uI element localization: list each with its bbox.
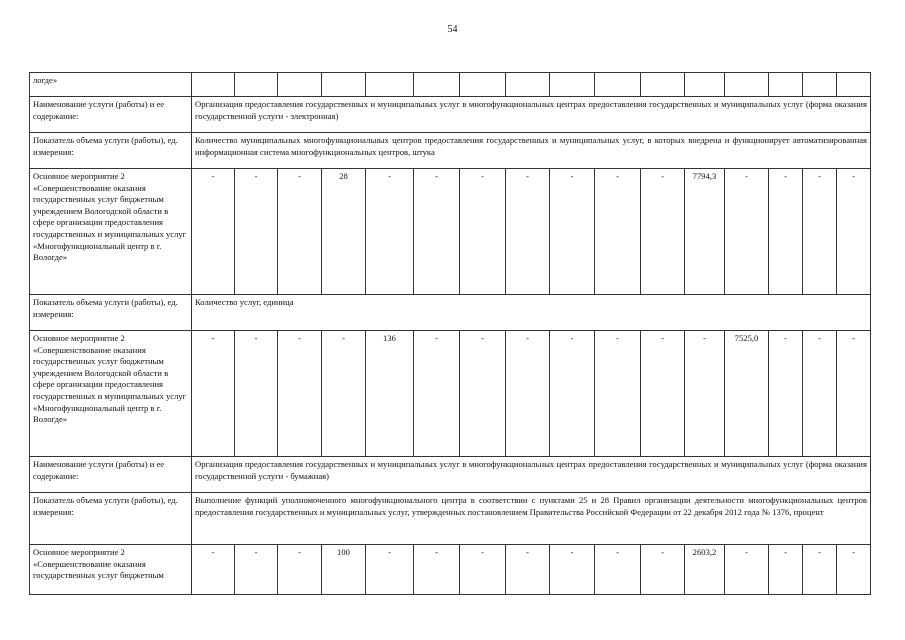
value-cell: - [725, 545, 769, 595]
value-cell: - [192, 169, 235, 295]
value-cell: - [460, 331, 506, 457]
value-cell: - [366, 545, 414, 595]
value-cell: - [769, 169, 803, 295]
value-cell: - [278, 331, 322, 457]
row-label: Наименование услуги (работы) и ее содержание: [30, 457, 192, 493]
value-cell: - [803, 545, 837, 595]
table-row [30, 133, 871, 169]
value-cell: - [837, 331, 871, 457]
row-description: Организация предоставления государственных и муниципальных услуг в многофункциональных центрах предоставления государственных и муниципальных услуг (форма оказания государственной услуги - электронная) [192, 97, 871, 133]
value-cell [595, 73, 641, 97]
value-cell [322, 73, 366, 97]
value-cell: - [769, 545, 803, 595]
table-row [30, 295, 871, 331]
value-cell [725, 73, 769, 97]
value-cell: - [278, 545, 322, 595]
page-number: 54 [447, 24, 458, 35]
value-cell [803, 73, 837, 97]
row-description: Количество услуг, единица [192, 295, 871, 331]
row-label: Основное мероприятие 2 «Совершенствование оказания государственных услуг бюджетным [30, 545, 192, 595]
value-cell: - [506, 545, 550, 595]
table-row [30, 331, 871, 457]
row-label: Показатель объема услуги (работы), ед. измерения: [30, 133, 192, 169]
value-cell: - [192, 331, 235, 457]
value-cell: - [641, 331, 685, 457]
value-cell: - [366, 169, 414, 295]
table-row [30, 73, 871, 97]
value-cell: 28 [322, 169, 366, 295]
value-cell: - [685, 331, 725, 457]
program-table [29, 72, 871, 595]
row-description: Выполнение функций уполномоченного многофункционального центра в соответствии с пунктами 25 и 28 Правил организации деятельности многофункциональных центров предоставления государственных и муниципальных услуг, утвержденных постановлением Правительства Российской Федерации от 22 декабря 2012 года № 1376, процент [192, 493, 871, 545]
table-row [30, 457, 871, 493]
value-cell: - [641, 545, 685, 595]
value-cell: - [460, 169, 506, 295]
value-cell: - [235, 545, 278, 595]
row-label: Наименование услуги (работы) и ее содержание: [30, 97, 192, 133]
value-cell: - [595, 331, 641, 457]
table-row [30, 545, 871, 595]
value-cell: - [506, 331, 550, 457]
value-cell: - [550, 331, 595, 457]
value-cell: - [837, 169, 871, 295]
value-cell: - [769, 331, 803, 457]
value-cell: 100 [322, 545, 366, 595]
value-cell: - [641, 169, 685, 295]
value-cell: - [595, 545, 641, 595]
value-cell [641, 73, 685, 97]
row-label: Основное мероприятие 2 «Совершенствование оказания государственных услуг бюджетным учреждением Вологодской области в сфере организации предоставления государственных и муниципальных услуг «Многофункциональный центр в г. Вологде» [30, 169, 192, 295]
value-cell: - [725, 169, 769, 295]
value-cell [192, 73, 235, 97]
value-cell [278, 73, 322, 97]
value-cell [235, 73, 278, 97]
value-cell: - [506, 169, 550, 295]
value-cell: - [322, 331, 366, 457]
value-cell [366, 73, 414, 97]
row-label: Основное мероприятие 2 «Совершенствование оказания государственных услуг бюджетным учреждением Вологодской области в сфере организации предоставления государственных и муниципальных услуг «Многофункциональный центр в г. Вологде» [30, 331, 192, 457]
row-label: Показатель объема услуги (работы), ед. измерения: [30, 295, 192, 331]
table-row [30, 493, 871, 545]
table-body [30, 73, 871, 595]
value-cell: 7525,0 [725, 331, 769, 457]
value-cell: - [414, 169, 460, 295]
value-cell [460, 73, 506, 97]
value-cell: - [550, 169, 595, 295]
value-cell [769, 73, 803, 97]
value-cell: - [803, 331, 837, 457]
value-cell: - [414, 331, 460, 457]
value-cell: - [803, 169, 837, 295]
value-cell: 7794,3 [685, 169, 725, 295]
value-cell: - [235, 331, 278, 457]
value-cell [685, 73, 725, 97]
value-cell: 136 [366, 331, 414, 457]
row-description: Количество муниципальных многофункциональных центров предоставления государственных и муниципальных услуг, в которых внедрена и функционирует автоматизированная информационная система многофункциональных центров, штука [192, 133, 871, 169]
value-cell: - [192, 545, 235, 595]
table-row [30, 97, 871, 133]
value-cell [550, 73, 595, 97]
value-cell: 2603,2 [685, 545, 725, 595]
value-cell [506, 73, 550, 97]
value-cell [414, 73, 460, 97]
value-cell: - [278, 169, 322, 295]
value-cell: - [235, 169, 278, 295]
row-description: Организация предоставления государственных и муниципальных услуг в многофункциональных центрах предоставления государственных и муниципальных услуг (форма оказания государственной услуги - бумажная) [192, 457, 871, 493]
value-cell [837, 73, 871, 97]
row-label: логде» [30, 73, 192, 97]
table-row [30, 169, 871, 295]
value-cell: - [460, 545, 506, 595]
value-cell: - [595, 169, 641, 295]
value-cell: - [837, 545, 871, 595]
value-cell: - [550, 545, 595, 595]
row-label: Показатель объема услуги (работы), ед. измерения: [30, 493, 192, 545]
value-cell: - [414, 545, 460, 595]
